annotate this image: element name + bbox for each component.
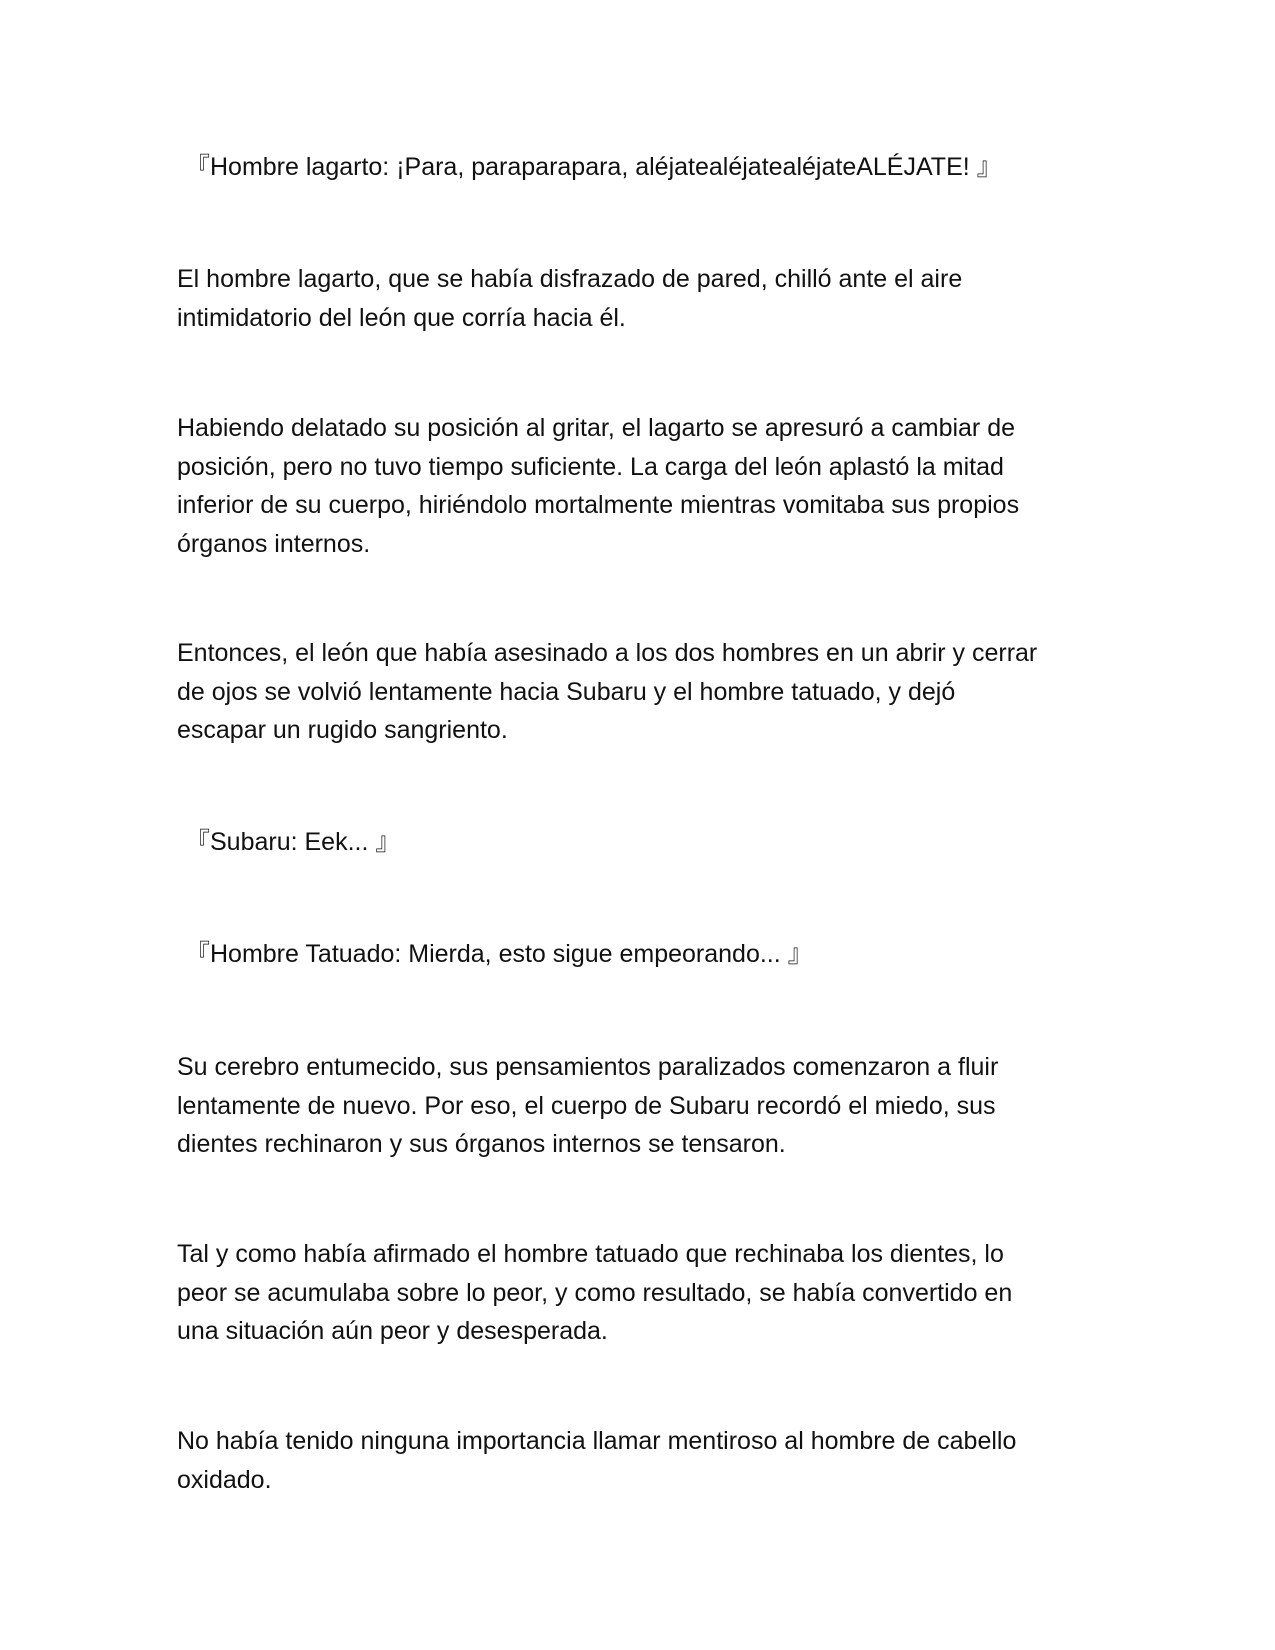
text-line: escapar un rugido sangriento. bbox=[177, 716, 508, 744]
text-line: Entonces, el león que había asesinado a los dos hombres en un abrir y cerrar bbox=[177, 639, 1038, 667]
dialogue-tattooed-man bbox=[185, 935, 1115, 974]
text-line: de ojos se volvió lentamente hacia Subaru y el hombre tatuado, y dejó bbox=[177, 677, 956, 706]
paragraph-situation-worse bbox=[177, 1235, 1107, 1351]
text-line: posición, pero no tuvo tiempo suficiente. La carga del león aplastó la mitad bbox=[177, 452, 1004, 481]
text-line: dientes rechinaron y sus órganos internos se tensaron. bbox=[177, 1130, 786, 1158]
paragraph-lion-roar bbox=[177, 634, 1107, 750]
text-line: 『Hombre Tatuado: Mierda, esto sigue empeorando... 』 bbox=[185, 940, 813, 968]
paragraph-lizard-shriek bbox=[177, 260, 1107, 337]
dialogue-subaru bbox=[185, 823, 1115, 862]
text-line: No había tenido ninguna importancia llamar mentiroso al hombre de cabello bbox=[177, 1427, 1017, 1455]
text-line: Tal y como había afirmado el hombre tatuado que rechinaba los dientes, lo bbox=[177, 1240, 1004, 1268]
dialogue-lizard-man bbox=[185, 148, 1115, 187]
text-line: lentamente de nuevo. Por eso, el cuerpo de Subaru recordó el miedo, sus bbox=[177, 1091, 996, 1120]
text-line: Su cerebro entumecido, sus pensamientos paralizados comenzaron a fluir bbox=[177, 1053, 999, 1081]
text-line: inferior de su cuerpo, hiriéndolo mortalmente mientras vomitaba sus propios bbox=[177, 491, 1020, 519]
text-line: una situación aún peor y desesperada. bbox=[177, 1317, 608, 1345]
text-line: 『Subaru: Eek... 』 bbox=[185, 828, 401, 856]
text-line: El hombre lagarto, que se había disfrazado de pared, chilló ante el aire bbox=[177, 265, 963, 293]
text-line: órganos internos. bbox=[177, 529, 371, 558]
text-line: 『Hombre lagarto: ¡Para, paraparapara, aléjatealéjatealéjateALÉJATE! 』 bbox=[185, 153, 1002, 181]
text-line: Habiendo delatado su posición al gritar, el lagarto se apresuró a cambiar de bbox=[177, 414, 1016, 442]
text-line: peor se acumulaba sobre lo peor, y como resultado, se había convertido en bbox=[177, 1278, 1013, 1307]
text-line: oxidado. bbox=[177, 1465, 272, 1494]
paragraph-lion-charge bbox=[177, 409, 1107, 563]
paragraph-subaru-fear bbox=[177, 1048, 1107, 1164]
paragraph-liar bbox=[177, 1422, 1107, 1499]
text-line: intimidatorio del león que corría hacia él. bbox=[177, 303, 626, 332]
